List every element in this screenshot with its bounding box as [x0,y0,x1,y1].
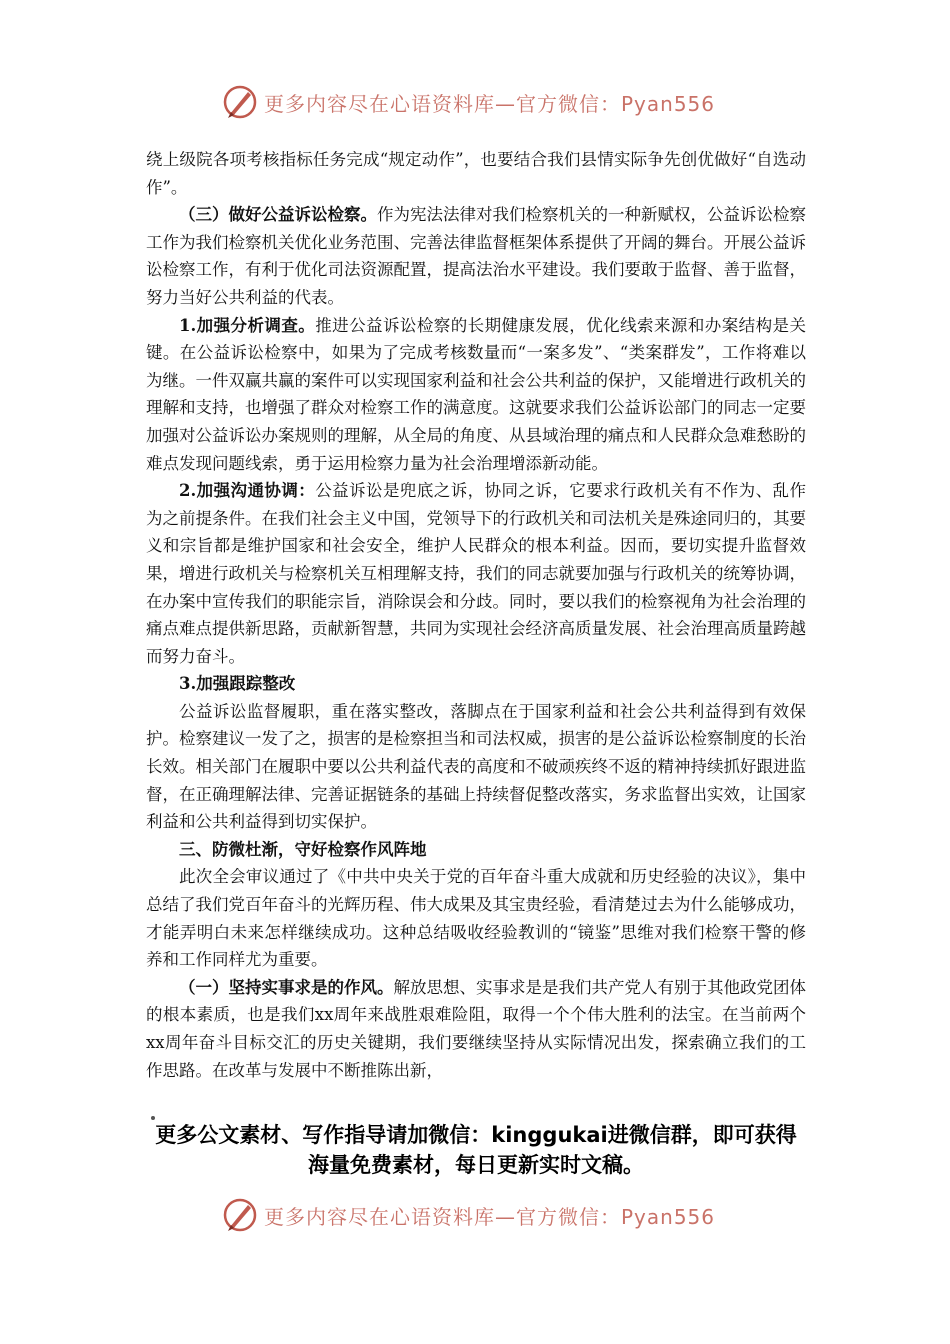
paragraph-text: 解放思想、实事求是是我们共产党人有别于其他政党团体的根本素质，也是我们xx周年来战胜艰难险阻，取得一个个伟大胜利的法宝。在当前两个xx周年奋斗目标交汇的历史关键期，我们要继续坚持从实际情况出发，探索确立我们的工作思路。在改革与发展中不断推陈出新， [146,977,806,1080]
paragraph [146,698,806,836]
paragraph-text: 此次全会审议通过了《中共中央关于党的百年奋斗重大成就和历史经验的决议》，集中总结了我们党百年奋斗的光辉历程、伟大成果及其宝贵经验，看清楚过去为什么能够成功，才能弄明白未来怎样继续成功。这种总结吸收经验教训的“镜鉴”思维对我们检察干警的修养和工作同样尤为重要。 [146,867,806,970]
subheading: 3.加强跟踪整改 [179,674,296,694]
paragraph [146,146,806,201]
paragraph-text: 公益诉讼是兜底之诉，协同之诉，它要求行政机关有不作为、乱作为之前提条件。在我们社会主义中国，党领导下的行政机关和司法机关是殊途同归的，其要义和宗旨都是维护国家和社会安全，维护人民群众的根本利益。因而，要切实提升监督效果，增进行政机关与检察机关互相理解支持，我们的同志就要加强与行政机关的统筹协调，在办案中宣传我们的职能宗旨，消除误会和分歧。同时，要以我们的检察视角为社会治理的痛点难点提供新思路，贡献新智慧，共同为实现社会经济高质量发展、社会治理高质量跨越而努力奋斗。 [146,481,806,666]
paragraph-lead: 2.加强沟通协调： [179,481,316,501]
paragraph [146,312,806,478]
section-heading: 三、防微杜渐，守好检察作风阵地 [179,839,427,859]
pen-circle-logo-icon [222,1197,258,1233]
paragraph [146,863,806,973]
footer-watermark-banner [222,1195,715,1235]
paragraph-text: 推进公益诉讼检察的长期健康发展，优化线索来源和办案结构是关键。在公益诉讼检察中，如果为了完成考核数量而“一案多发”、“类案群发”，工作将难以为继。一件双赢共赢的案件可以实现国家利益和社会公共利益的保护，又能增进行政机关的理解和支持，也增强了群众对检察工作的满意度。这就要求我们公益诉讼部门的同志一定要加强对公益诉讼办案规则的理解，从全局的角度、从县域治理的痛点和人民群众急难愁盼的难点发现问题线索，勇于运用检察力量为社会治理增添新动能。 [146,315,806,473]
paragraph-text: 绕上级院各项考核指标任务完成“规定动作”，也要结合我们县情实际争先创优做好“自选动作”。 [146,150,806,197]
paragraph-lead: 1.加强分析调查。 [179,315,316,335]
paragraph [146,201,806,311]
document-body [146,146,806,1084]
header-watermark-banner [222,82,715,122]
paragraph-text: 作为宪法法律对我们检察机关的一种新赋权，公益诉讼检察工作为我们检察机关优化业务范围、完善法律监督框架体系提供了开阔的舞台。开展公益诉讼检察工作，有利于优化司法资源配置，提高法治水平建设。我们要敢于监督、善于监督，努力当好公共利益的代表。 [146,205,806,307]
paragraph [146,477,806,670]
pen-circle-logo-icon [222,84,258,120]
paragraph-lead: （一）坚持实事求是的作风。 [179,977,394,997]
footer-advertisement: 更多公文素材、写作指导请加微信：kinggukai进微信群，即可获得海量免费素材，每日更新实时文稿。 [155,1123,797,1177]
footer-banner-text: 更多内容尽在心语资料库—官方微信：Pyan556 [264,1204,716,1229]
paragraph-text: 公益诉讼监督履职，重在落实整改，落脚点在于国家利益和社会公共利益得到有效保护。检察建议一发了之，损害的是检察担当和司法权威，损害的是公益诉讼检察制度的长治长效。相关部门在履职中要以公共利益代表的高度和不破顽疾终不返的精神持续抓好跟进监督，在正确理解法律、完善证据链条的基础上持续督促整改落实，务求监督出实效，让国家利益和公共利益得到切实保护。 [146,701,806,832]
header-banner-text: 更多内容尽在心语资料库—官方微信：Pyan556 [264,91,716,116]
paragraph-lead: （三）做好公益诉讼检察。 [179,205,377,225]
paragraph [146,974,806,1084]
